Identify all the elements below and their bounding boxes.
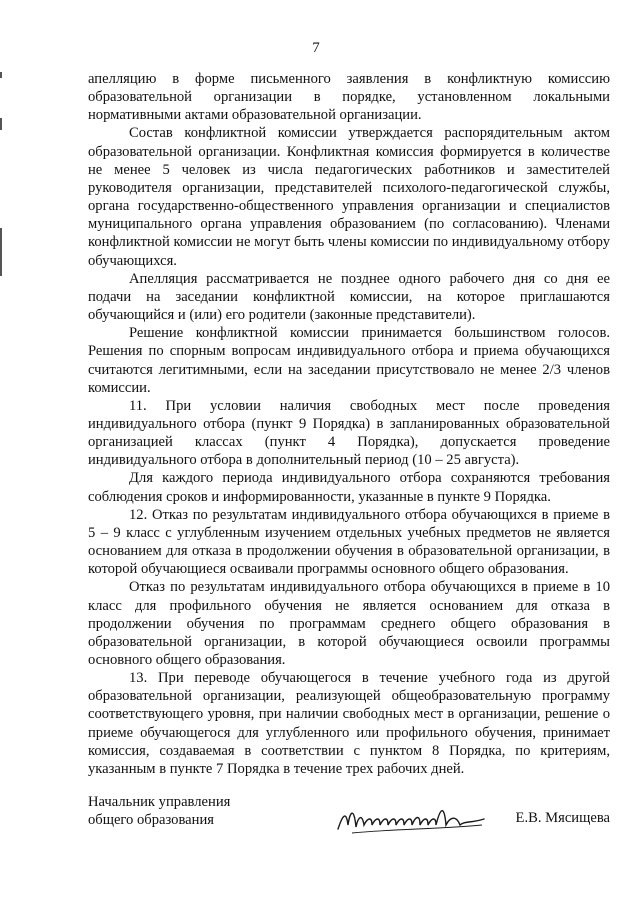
signatory-role-line: Начальник управления bbox=[88, 794, 231, 810]
signatory-role bbox=[88, 793, 230, 829]
scan-edge-mark bbox=[0, 72, 2, 78]
paragraph: 11. При условии наличия свободных мест после проведения индивидуального отбора (пункт 9 Порядка) в запланированных образовательной организацией классах (пункт 4 Порядка), допускается проведение индивидуального отбора в дополнительный период (10 – 25 августа). bbox=[88, 397, 610, 469]
paragraph: Отказ по результатам индивидуального отбора обучающихся в приеме в 10 класс для профильного обучения не является основанием для отказа в продолжении обучения по программам среднего общего образования в образовательной организации, в которой обучающиеся освоили программы основного общего образования. bbox=[88, 579, 610, 668]
paragraph: Состав конфликтной комиссии утверждается распорядительным актом образовательной организации. Конфликтная комиссия формируется в количестве не менее 5 человек из числа педагогических работников и заместителей руководителя организации, представителей психолого-педагогической службы, органа государственно-общественного управления организации и специалистов муниципального органа управления образованием (по согласованию). Членами конфликтной комиссии не могут быть члены комиссии по индивидуальному отбору обучающихся. bbox=[88, 125, 610, 269]
paragraph: Для каждого периода индивидуального отбора сохраняются требования соблюдения сроков и информированности, указанные в пункте 9 Порядка. bbox=[88, 470, 610, 505]
document-body bbox=[88, 70, 610, 778]
signatory-role-line: общего образования bbox=[88, 812, 214, 829]
scan-edge-mark bbox=[0, 228, 2, 276]
signature-block bbox=[88, 793, 610, 853]
signatory-name: Е.В. Мясищева bbox=[515, 810, 610, 826]
scan-edge-mark bbox=[0, 118, 2, 130]
paragraph: 13. При переводе обучающегося в течение учебного года из другой образовательной организации, реализующей общеобразовательную программу соответствующего уровня, при наличии свободных мест в организации, решение о приеме обучающегося для углубленного или профильного обучения, принимает комиссия, создаваемая в соответствии с пунктом 8 Порядка, по критериям, указанным в пункте 7 Порядка в течение трех рабочих дней. bbox=[88, 670, 610, 777]
paragraph: апелляцию в форме письменного заявления в конфликтную комиссию образовательной организации в порядке, установленном локальными нормативными актами образовательной организации. bbox=[88, 71, 610, 124]
paragraph: Решение конфликтной комиссии принимается большинством голосов. Решения по спорным вопросам индивидуального отбора и приема обучающихся считаются легитимными, если на заседании присутствовало не менее 2/3 членов комиссии. bbox=[88, 325, 610, 396]
paragraph: 12. Отказ по результатам индивидуального отбора обучающихся в приеме в 5 – 9 класс с углубленным изучением отдельных учебных предметов не является основанием для отказа в продолжении обучения в образовательной организации, в которой обучающиеся осваивали программы основного общего образования. bbox=[88, 506, 610, 578]
page-number: 7 bbox=[312, 40, 320, 56]
handwritten-signature bbox=[332, 799, 492, 839]
paragraph: Апелляция рассматривается не позднее одного рабочего дня со дня ее подачи на заседании конфликтной комиссии, на которое приглашаются обучающийся и (или) его родители (законные представители). bbox=[88, 270, 610, 324]
